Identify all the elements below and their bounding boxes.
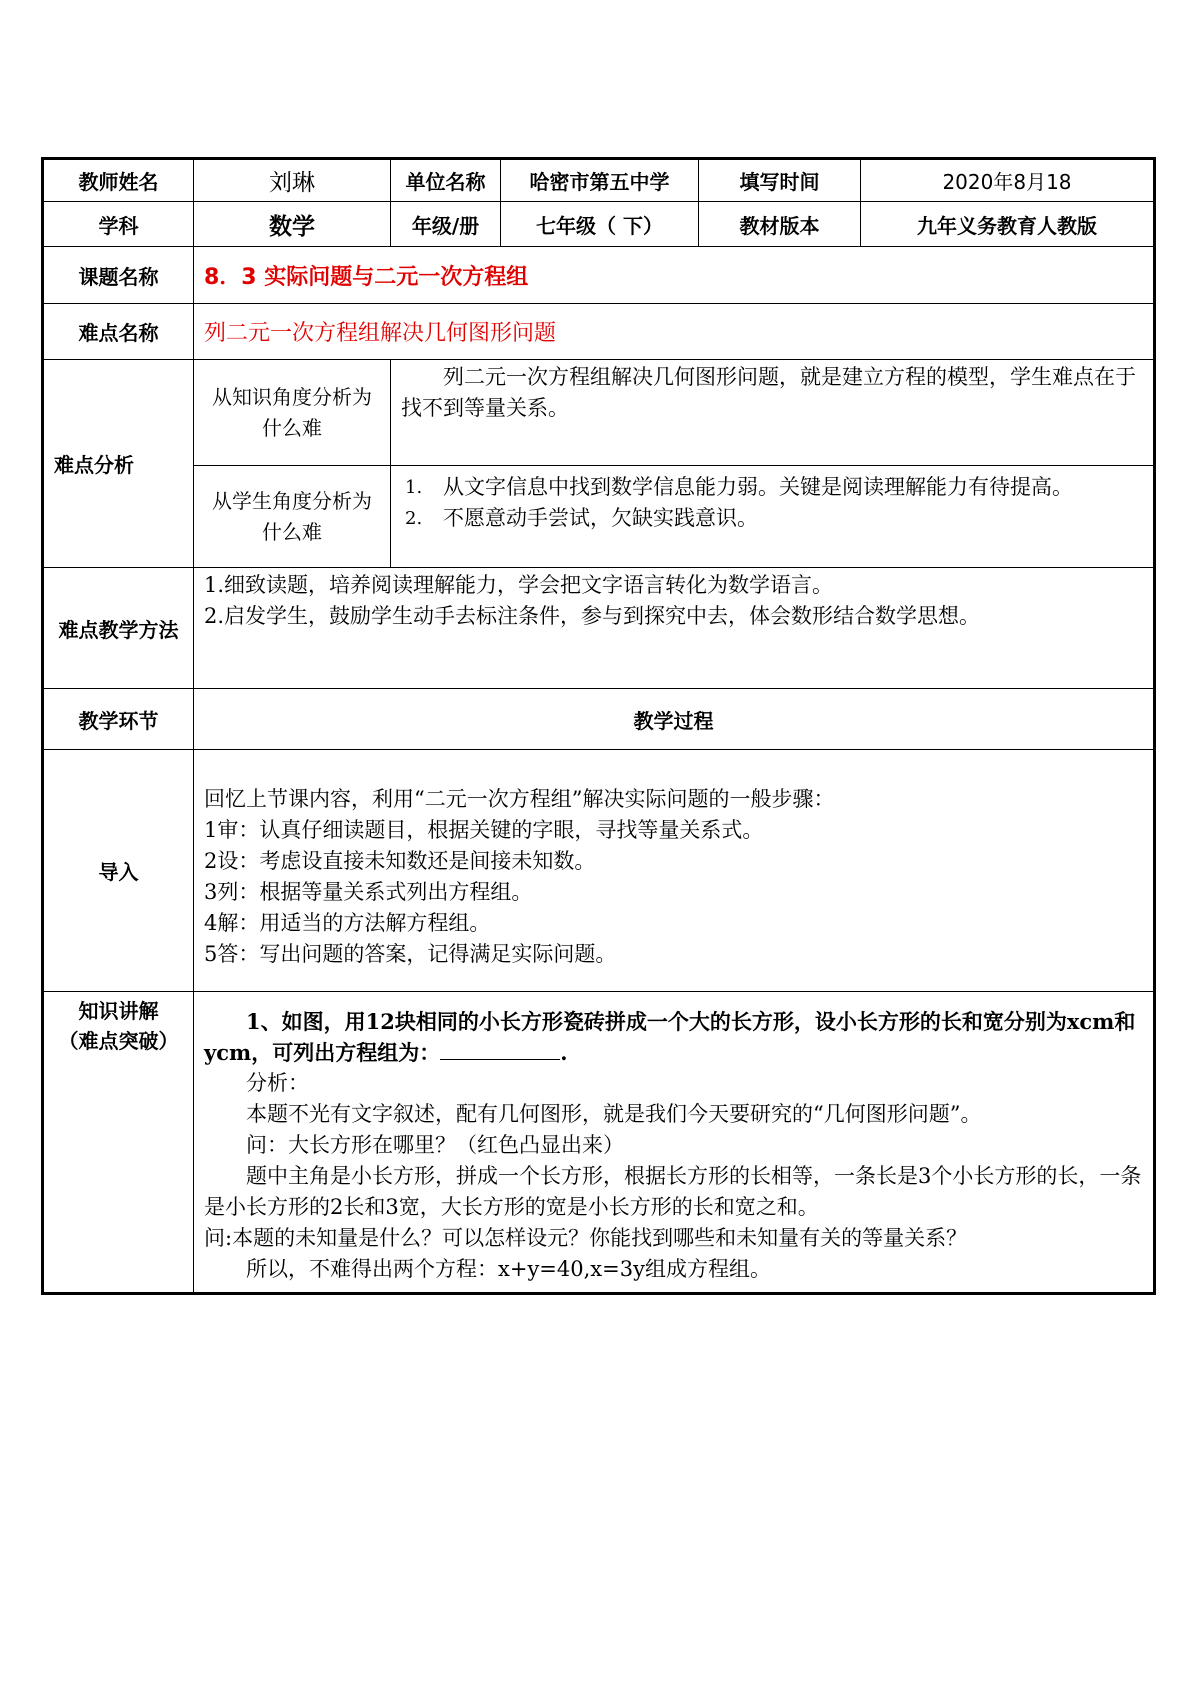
list-item	[405, 503, 1143, 534]
intro-line: 5答：写出问题的答案，记得满足实际问题。	[204, 941, 617, 966]
header-row-2	[43, 202, 1155, 247]
unit-label: 单位名称	[391, 159, 501, 202]
intro-line: 4解：用适当的方法解方程组。	[204, 910, 491, 935]
analysis-row-knowledge	[43, 360, 1155, 466]
lecture-label	[43, 992, 194, 1294]
analysis-paragraph: 本题不光有文字叙述，配有几何图形，就是我们今天要研究的“几何图形问题”。	[246, 1102, 982, 1126]
lecture-cell	[194, 992, 1155, 1294]
knowledge-angle-cell	[391, 360, 1155, 466]
list-item-number: 1.	[405, 477, 423, 498]
grade-label: 年级/册	[391, 202, 501, 247]
header-row-1	[43, 159, 1155, 202]
knowledge-angle-text: 列二元一次方程组解决几何图形问题，就是建立方程的模型，学生难点在于找不到等量关系。	[401, 365, 1136, 420]
edition-value: 九年义务教育人教版	[861, 202, 1155, 247]
subject-label: 学科	[43, 202, 194, 247]
intro-label: 导入	[43, 750, 194, 992]
method-row	[43, 568, 1155, 689]
intro-line: 2设：考虑设直接未知数还是间接未知数。	[204, 848, 596, 873]
lecture-row	[43, 992, 1155, 1294]
analysis-paragraph: 题中主角是小长方形，拼成一个长方形，根据长方形的长相等，一条长是3个小长方形的长，一条是小长方形的2长和3宽，大长方形的宽是小长方形的长和宽之和。	[204, 1164, 1142, 1219]
teacher-name: 刘琳	[194, 159, 391, 202]
method-line: 2.启发学生，鼓励学生动手去标注条件，参与到探究中去，体会数形结合数学思想。	[204, 604, 981, 628]
analysis-paragraph: 问:本题的未知量是什么？可以怎样设元？你能找到哪些和未知量有关的等量关系？	[204, 1226, 968, 1250]
difficulty-value: 列二元一次方程组解决几何图形问题	[194, 304, 1155, 360]
intro-line: 3列：根据等量关系式列出方程组。	[204, 879, 533, 904]
process-value: 教学过程	[194, 689, 1155, 750]
process-header-row	[43, 689, 1155, 750]
list-item-text: 从文字信息中找到数学信息能力弱。关键是阅读理解能力有待提高。	[443, 475, 1073, 499]
lecture-label-line2: （难点突破）	[58, 1029, 179, 1053]
list-item-text: 不愿意动手尝试，欠缺实践意识。	[443, 506, 758, 530]
lesson-plan-table	[41, 157, 1156, 1295]
method-cell	[194, 568, 1155, 689]
analysis-row-student	[43, 466, 1155, 568]
analysis-label: 难点分析	[43, 360, 194, 568]
question-end: .	[560, 1040, 568, 1065]
method-line: 1.细致读题，培养阅读理解能力，学会把文字语言转化为数学语言。	[204, 573, 834, 597]
method-label: 难点教学方法	[43, 568, 194, 689]
topic-value: 8．3 实际问题与二元一次方程组	[194, 247, 1155, 304]
topic-row	[43, 247, 1155, 304]
list-item	[405, 472, 1143, 503]
intro-line: 1审：认真仔细读题目，根据关键的字眼，寻找等量关系式。	[204, 817, 764, 842]
process-label: 教学环节	[43, 689, 194, 750]
intro-cell	[194, 750, 1155, 992]
teacher-label: 教师姓名	[43, 159, 194, 202]
subject-value: 数学	[194, 202, 391, 247]
analysis-paragraph: 问：大长方形在哪里？（红色凸显出来）	[246, 1133, 624, 1157]
question-body: 1、如图，用12块相同的小长方形瓷砖拼成一个大的长方形，设小长方形的长和宽分别为xcm和ycm，可列出方程组为：	[204, 1009, 1136, 1065]
analysis-paragraph: 所以，不难得出两个方程：x+y=40,x=3y组成方程组。	[246, 1257, 771, 1281]
topic-label: 课题名称	[43, 247, 194, 304]
list-item-number: 2.	[405, 508, 423, 529]
intro-row	[43, 750, 1155, 992]
grade-value: 七年级（ 下）	[501, 202, 699, 247]
student-angle-list	[391, 466, 1155, 568]
lesson-plan-sheet	[41, 157, 1153, 1295]
difficulty-row	[43, 304, 1155, 360]
analysis-head: 分析：	[246, 1071, 309, 1095]
unit-name: 哈密市第五中学	[501, 159, 699, 202]
difficulty-label: 难点名称	[43, 304, 194, 360]
edition-label: 教材版本	[699, 202, 861, 247]
time-value: 2020年8月18	[861, 159, 1155, 202]
lecture-label-line1: 知识讲解	[78, 999, 159, 1023]
time-label: 填写时间	[699, 159, 861, 202]
answer-blank[interactable]	[440, 1037, 560, 1060]
knowledge-angle-label: 从知识角度分析为什么难	[194, 360, 391, 466]
student-angle-label: 从学生角度分析为什么难	[194, 466, 391, 568]
intro-line: 回忆上节课内容，利用“二元一次方程组”解决实际问题的一般步骤：	[204, 786, 835, 811]
question-text	[204, 1006, 1143, 1068]
